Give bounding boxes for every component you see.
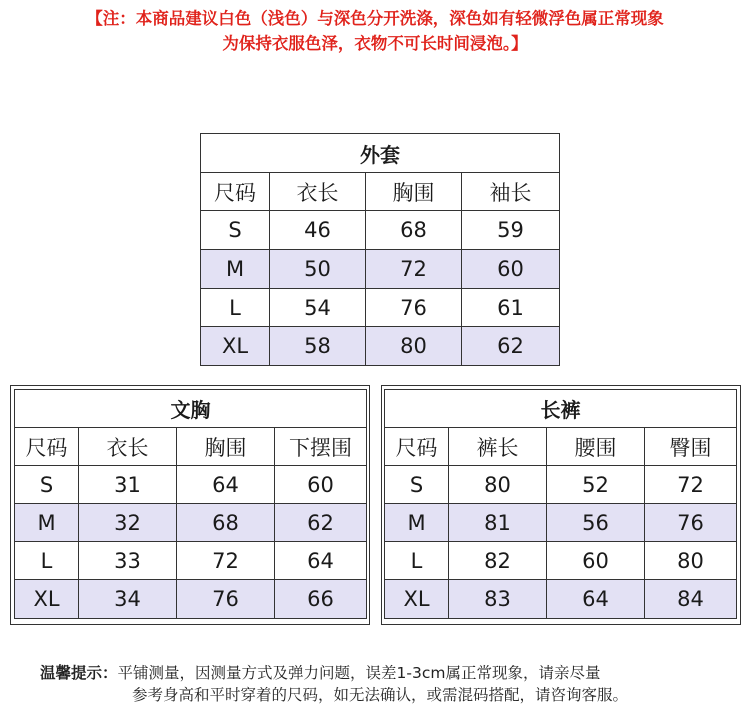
cell: XL <box>201 327 270 366</box>
tip-line-1: 平铺测量，因测量方式及弹力问题，误差1-3cm属正常现象，请亲尽量 <box>117 664 601 682</box>
cell: 80 <box>366 327 462 366</box>
tip-label: 温馨提示： <box>40 664 118 682</box>
table-row <box>15 504 367 542</box>
cell: 84 <box>645 580 737 619</box>
cell: 56 <box>547 504 645 542</box>
cell: M <box>201 250 270 289</box>
table-row <box>15 580 367 619</box>
header-hip: 臀围 <box>645 428 737 466</box>
cell: S <box>385 466 449 504</box>
cell: S <box>15 466 79 504</box>
tip-line-2: 参考身高和平时穿着的尺码，如无法确认，或需混码搭配，请咨询客服。 <box>132 686 629 704</box>
jacket-size-table <box>200 133 560 366</box>
table-row <box>15 466 367 504</box>
table-row <box>385 504 737 542</box>
table-row <box>201 211 560 250</box>
cell: 32 <box>79 504 177 542</box>
cell: 46 <box>270 211 366 250</box>
header-chest: 胸围 <box>177 428 275 466</box>
cell: 61 <box>462 289 560 327</box>
cell: 34 <box>79 580 177 619</box>
cell: 64 <box>547 580 645 619</box>
table-title: 文胸 <box>15 390 367 428</box>
cell: 64 <box>177 466 275 504</box>
cell: 68 <box>177 504 275 542</box>
cell: S <box>201 211 270 250</box>
washing-notice <box>0 6 750 56</box>
table-row <box>201 289 560 327</box>
cell: 82 <box>449 542 547 580</box>
header-sleeve: 袖长 <box>462 173 560 211</box>
cell: 62 <box>462 327 560 366</box>
cell: 76 <box>177 580 275 619</box>
cell: XL <box>15 580 79 619</box>
cell: 31 <box>79 466 177 504</box>
cell: 52 <box>547 466 645 504</box>
header-hem: 下摆围 <box>275 428 367 466</box>
table-row <box>201 327 560 366</box>
cell: L <box>385 542 449 580</box>
cell: 76 <box>645 504 737 542</box>
cell: M <box>15 504 79 542</box>
bra-size-table <box>14 389 367 619</box>
header-length: 裤长 <box>449 428 547 466</box>
header-length: 衣长 <box>79 428 177 466</box>
header-chest: 胸围 <box>366 173 462 211</box>
cell: 72 <box>645 466 737 504</box>
warm-tip <box>40 662 628 706</box>
cell: 50 <box>270 250 366 289</box>
cell: 60 <box>275 466 367 504</box>
cell: XL <box>385 580 449 619</box>
cell: M <box>385 504 449 542</box>
cell: 72 <box>366 250 462 289</box>
table-row <box>385 542 737 580</box>
header-size: 尺码 <box>201 173 270 211</box>
cell: 68 <box>366 211 462 250</box>
cell: L <box>201 289 270 327</box>
cell: 72 <box>177 542 275 580</box>
header-size: 尺码 <box>15 428 79 466</box>
notice-line-2: 为保持衣服色泽，衣物不可长时间浸泡。】 <box>222 34 528 53</box>
table-row <box>385 580 737 619</box>
notice-line-1: 【注：本商品建议白色（浅色）与深色分开洗涤，深色如有轻微浮色属正常现象 <box>86 9 664 28</box>
cell: 64 <box>275 542 367 580</box>
cell: 76 <box>366 289 462 327</box>
cell: 80 <box>449 466 547 504</box>
cell: L <box>15 542 79 580</box>
table-title: 外套 <box>201 134 560 173</box>
header-length: 衣长 <box>270 173 366 211</box>
cell: 83 <box>449 580 547 619</box>
cell: 54 <box>270 289 366 327</box>
table-title: 长裤 <box>385 390 737 428</box>
table-row <box>385 466 737 504</box>
cell: 59 <box>462 211 560 250</box>
table-row <box>15 542 367 580</box>
table-row <box>201 250 560 289</box>
cell: 33 <box>79 542 177 580</box>
cell: 58 <box>270 327 366 366</box>
header-waist: 腰围 <box>547 428 645 466</box>
cell: 66 <box>275 580 367 619</box>
pants-size-table <box>384 389 737 619</box>
cell: 62 <box>275 504 367 542</box>
cell: 80 <box>645 542 737 580</box>
header-size: 尺码 <box>385 428 449 466</box>
cell: 60 <box>547 542 645 580</box>
cell: 60 <box>462 250 560 289</box>
cell: 81 <box>449 504 547 542</box>
